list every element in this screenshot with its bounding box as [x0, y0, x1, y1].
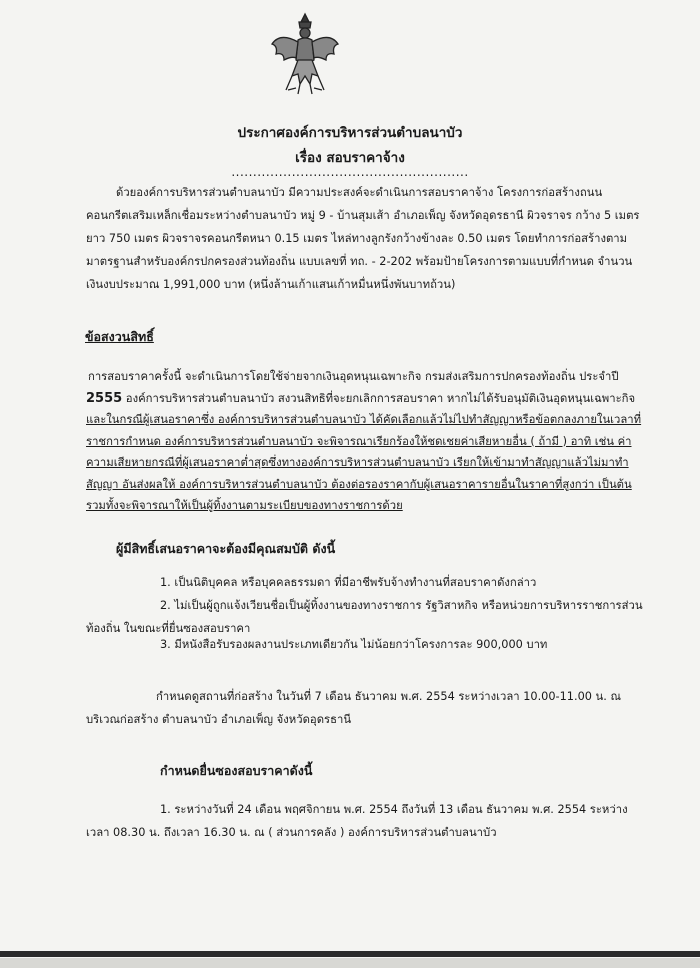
announcement-title: ประกาศองค์การบริหารส่วนตำบลนาบัว	[237, 125, 463, 141]
qualification-item-1: 1. เป็นนิติบุคคล หรือบุคคลธรรมดา ที่มีอาชีพรับจ้างทำงานที่สอบราคาดังกล่าว	[160, 576, 537, 589]
qualification-item-3: 3. มีหนังสือรับรองผลงานประเภทเดียวกัน ไม่น้อยกว่าโครงการละ 900,000 บาท	[160, 638, 548, 651]
intro-paragraph	[86, 181, 646, 296]
site-visit-text: กำหนดดูสถานที่ก่อสร้าง ในวันที่ 7 เดือน ธันวาคม พ.ศ. 2554 ระหว่างเวลา 10.00-11.00 น. ณ บริเวณก่อสร้าง ตำบลนาบัว อำเภอเพ็ญ จังหวัดอุดรธานี	[86, 690, 621, 726]
garuda-emblem-icon	[268, 10, 342, 96]
scan-edge-line	[0, 951, 700, 957]
site-visit-paragraph	[86, 685, 646, 731]
intro-text: ด้วยองค์การบริหารส่วนตำบลนาบัว มีความประสงค์จะดำเนินการสอบราคาจ้าง โครงการก่อสร้างถนนคอนกรีตเสริมเหล็กเชื่อมระหว่างตำบลนาบัว หมู่ 9 - บ้านสุมเส้า อำเภอเพ็ญ จังหวัดอุดรธานี ผิวจราจร กว้าง 5 เมตร ยาว 750 เมตร ผิวจราจรคอนกรีตหนา 0.15 เมตร ไหล่ทางลูกรังกว้างข้างละ 0.50 เมตร โดยทำการก่อสร้างตามมาตรฐานสำหรับองค์กรปกครองส่วนท้องถิ่น แบบเลขที่ ทถ. - 2-202 พร้อมป้ายโครงการตามแบบที่กำหนด จำนวนเงินงบประมาณ 1,991,000 บาท (หนึ่งล้านเก้าแสนเก้าหมื่นหนึ่งพันบาทถ้วน)	[86, 186, 640, 291]
scan-bottom-edge	[0, 958, 700, 968]
rights-text-part1: การสอบราคาครั้งนี้ จะดำเนินการโดยใช้จ่ายจากเงินอุดหนุนเฉพาะกิจ กรมส่งเสริมการปกครองท้องถิ่น ประจำปี	[88, 370, 619, 383]
submission-text: 1. ระหว่างวันที่ 24 เดือน พฤศจิกายน พ.ศ. 2554 ถึงวันที่ 13 เดือน ธันวาคม พ.ศ. 2554 ระหว่างเวลา 08.30 น. ถึงเวลา 16.30 น. ณ ( ส่วนการคลัง ) องค์การบริหารส่วนตำบลนาบัว	[86, 803, 628, 839]
rights-paragraph	[86, 366, 646, 517]
qualification-item-2-text: 2. ไม่เป็นผู้ถูกแจ้งเวียนชื่อเป็นผู้ทิ้งงานของทางราชการ รัฐวิสาหกิจ หรือหน่วยการบริหารราชการส่วนท้องถิ่น ในขณะที่ยื่นซองสอบราคา	[86, 599, 643, 635]
title-separator: .......................................................	[231, 165, 469, 179]
rights-text-part2: องค์การบริหารส่วนตำบลนาบัว สงวนสิทธิที่จะยกเลิกการสอบราคา หากไม่ได้รับอนุมัติเงินอุดหนุนเฉพาะกิจ	[125, 391, 636, 405]
announcement-subject: เรื่อง สอบราคาจ้าง	[295, 150, 405, 166]
submission-paragraph	[86, 798, 646, 844]
fiscal-year: 2555	[86, 390, 123, 406]
rights-heading: ข้อสงวนสิทธิ์	[85, 329, 154, 344]
submission-heading: กำหนดยื่นซองสอบราคาดังนี้	[160, 763, 313, 778]
rights-underlined-text: และในกรณีผู้เสนอราคาซึ่ง องค์การบริหารส่วนตำบลนาบัว ได้คัดเลือกแล้วไม่ไปทำสัญญาหรือข้อตกลงภายในเวลาที่ราชการกำหนด องค์การบริหารส่วนตำบลนาบัว จะพิจารณาเรียกร้องให้ชดเชยค่าเสียหายอื่น ( ถ้ามี ) อาทิ เช่น ค่าความเสียหายกรณีที่ผู้เสนอราคาต่ำสุดซึ่งทางองค์การบริหารส่วนตำบลนาบัว เรียกให้เข้ามาทำสัญญาแล้วไม่มาทำสัญญา อันส่งผลให้ องค์การบริหารส่วนตำบลนาบัว ต้องต่อรองราคากับผู้เสนอราคารายอื่นในราคาที่สูงกว่า เป็นต้น รวมทั้งจะพิจารณาให้เป็นผู้ทิ้งงานตามระเบียบของทางราชการด้วย	[86, 413, 642, 512]
qualifications-heading: ผู้มีสิทธิ์เสนอราคาจะต้องมีคุณสมบัติ ดังนี้	[116, 541, 336, 556]
